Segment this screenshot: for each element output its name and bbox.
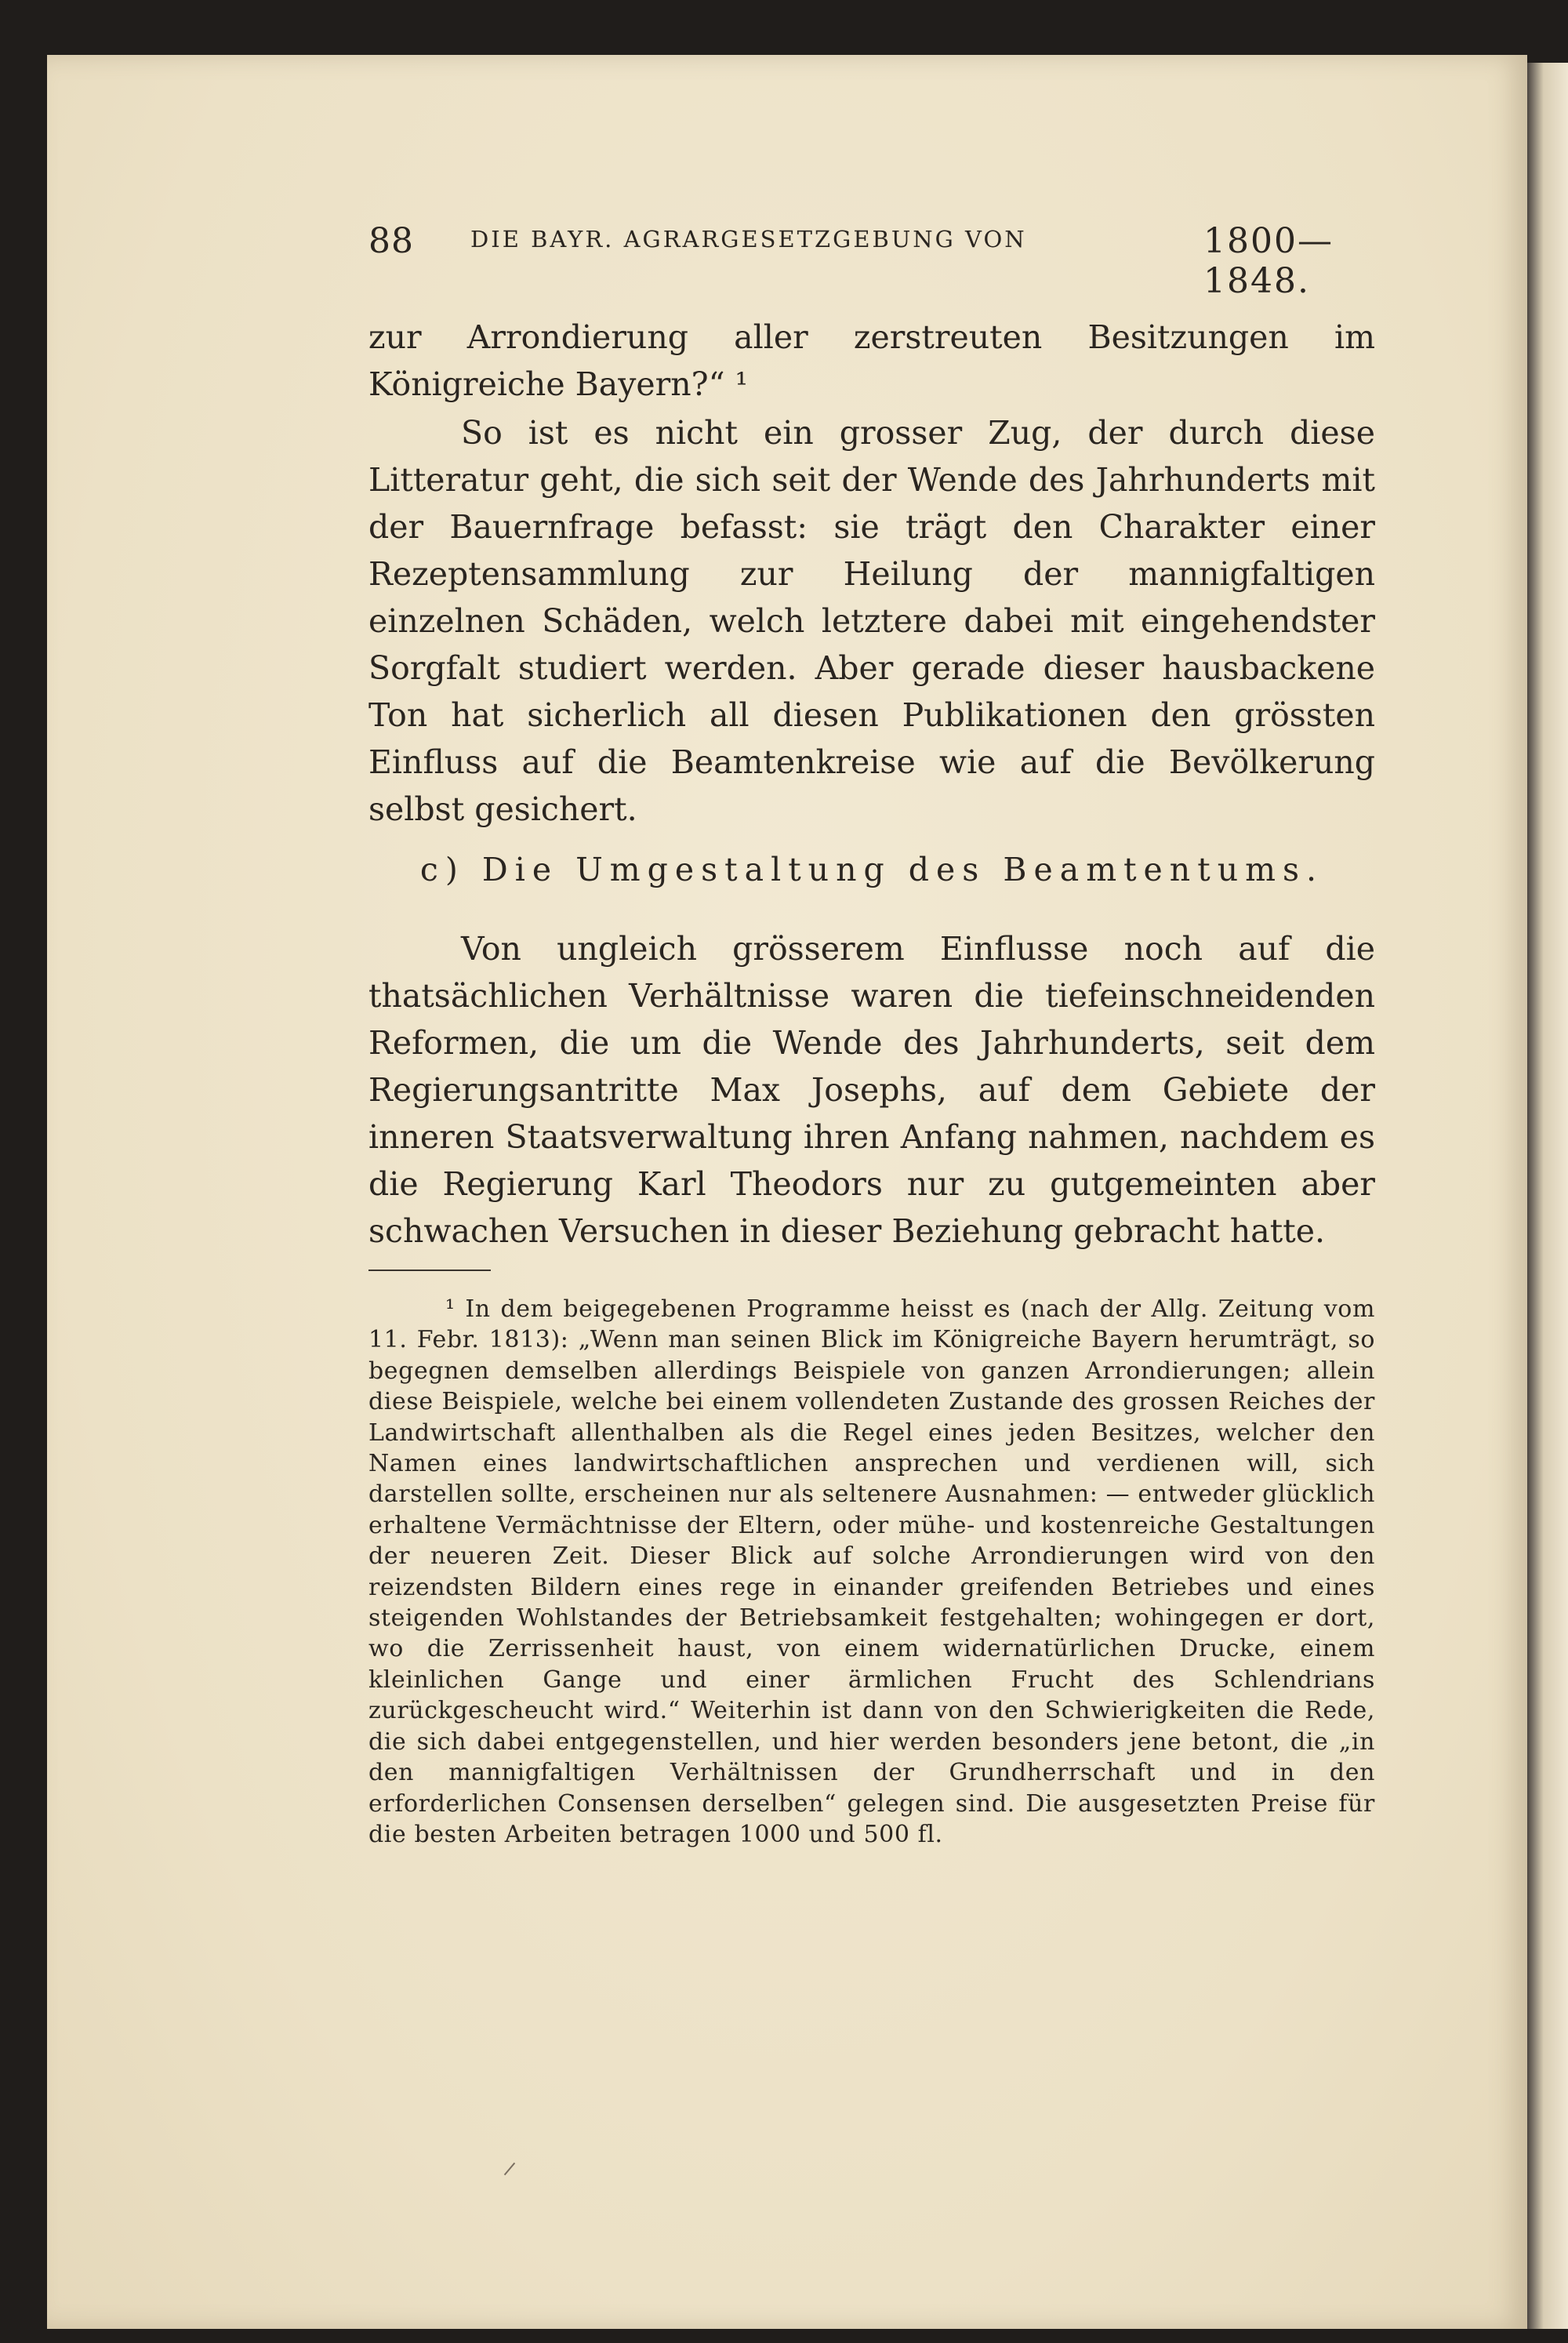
page-number: 88 [368,221,414,261]
section-heading: c) Die Umgestaltung des Beamtentums. [419,851,1324,888]
paragraph-continuation: zur Arrondierung aller zerstreuten Besitzungen im Königreiche Bayern?“ ¹ [368,318,1375,403]
running-title: DIE BAYR. AGRARGESETZGEBUNG VON [470,226,1027,252]
paragraph-literature: So ist es nicht ein grosser Zug, der durch diese Litteratur geht, die sich seit der Wende des Jahrhunderts mit der Bauernfrage befasst: sie trägt den Charakter einer Rezeptensammlung zur Heilung der mannigfaltigen einzelnen Schäden, welch letztere dabei mit eingehendster Sorgfalt studiert werden. Aber gerade dieser hausbackene Ton hat sicherlich all diesen Publikationen den grössten Einfluss auf die Beamtenkreise wie auf die Bevölkerung selbst gesichert. [368,414,1375,828]
paragraph-reforms: Von ungleich grösserem Einflusse noch auf die thatsächlichen Verhältnisse waren die tiefeinschneidenden Reformen, die um die Wende des Jahrhunderts, seit dem Regierungsantritte Max Josephs, auf dem Gebiete der inneren Staatsverwaltung ihren Anfang nahmen, nachdem es die Regierung Karl Theodors nur zu gutgemeinten aber schwachen Versuchen in dieser Beziehung gebracht hatte. [368,930,1375,1250]
footnote-rule [368,1270,491,1271]
running-header [368,221,1375,301]
footnote: ¹ In dem beigegebenen Programme heisst es (nach der Allg. Zeitung vom 11. Febr. 1813): „Wenn man seinen Blick im Königreiche Bayern herumträgt, so begegnen demselben allerdings Beispiele von ganzen Arrondierungen; allein diese Beispiele, welche bei einem vollendeten Zustande des grossen Reiches der Landwirtschaft allenthalben als die Regel eines jeden Besitzes, welcher den Namen eines landwirtschaftlichen ansprechen und verdienen will, sich darstellen sollte, erscheinen nur als seltenere Ausnahmen: — entweder glücklich erhaltene Vermächtnisse der Eltern, oder mühe- und kostenreiche Gestaltungen der neueren Zeit. Dieser Blick auf solche Arrondierungen wird von den reizendsten Bildern eines rege in einander greifenden Betriebes und eines steigenden Wohlstandes der Betriebsamkeit festgehalten; wohingegen er dort, wo die Zerrissenheit haust, von einem widernatürlichen Drucke, einem kleinlichen Gange und einer ärmlichen Frucht des Schlendrians zurückgescheucht wird.“ Weiterhin ist dann von den Schwierigkeiten die Rede, die sich dabei entgegenstellen, und hier werden besonders jene betont, die „in den mannigfaltigen Verhältnissen der Grundherrschaft und in den erforderlichen Consensen derselben“ gelegen sind. Die ausgesetzten Preise für die besten Arbeiten betragen 1000 und 500 fl. [368,1295,1375,1848]
running-title-years: 1800—1848. [1203,221,1334,301]
book-fore-edge [1527,63,1568,2329]
